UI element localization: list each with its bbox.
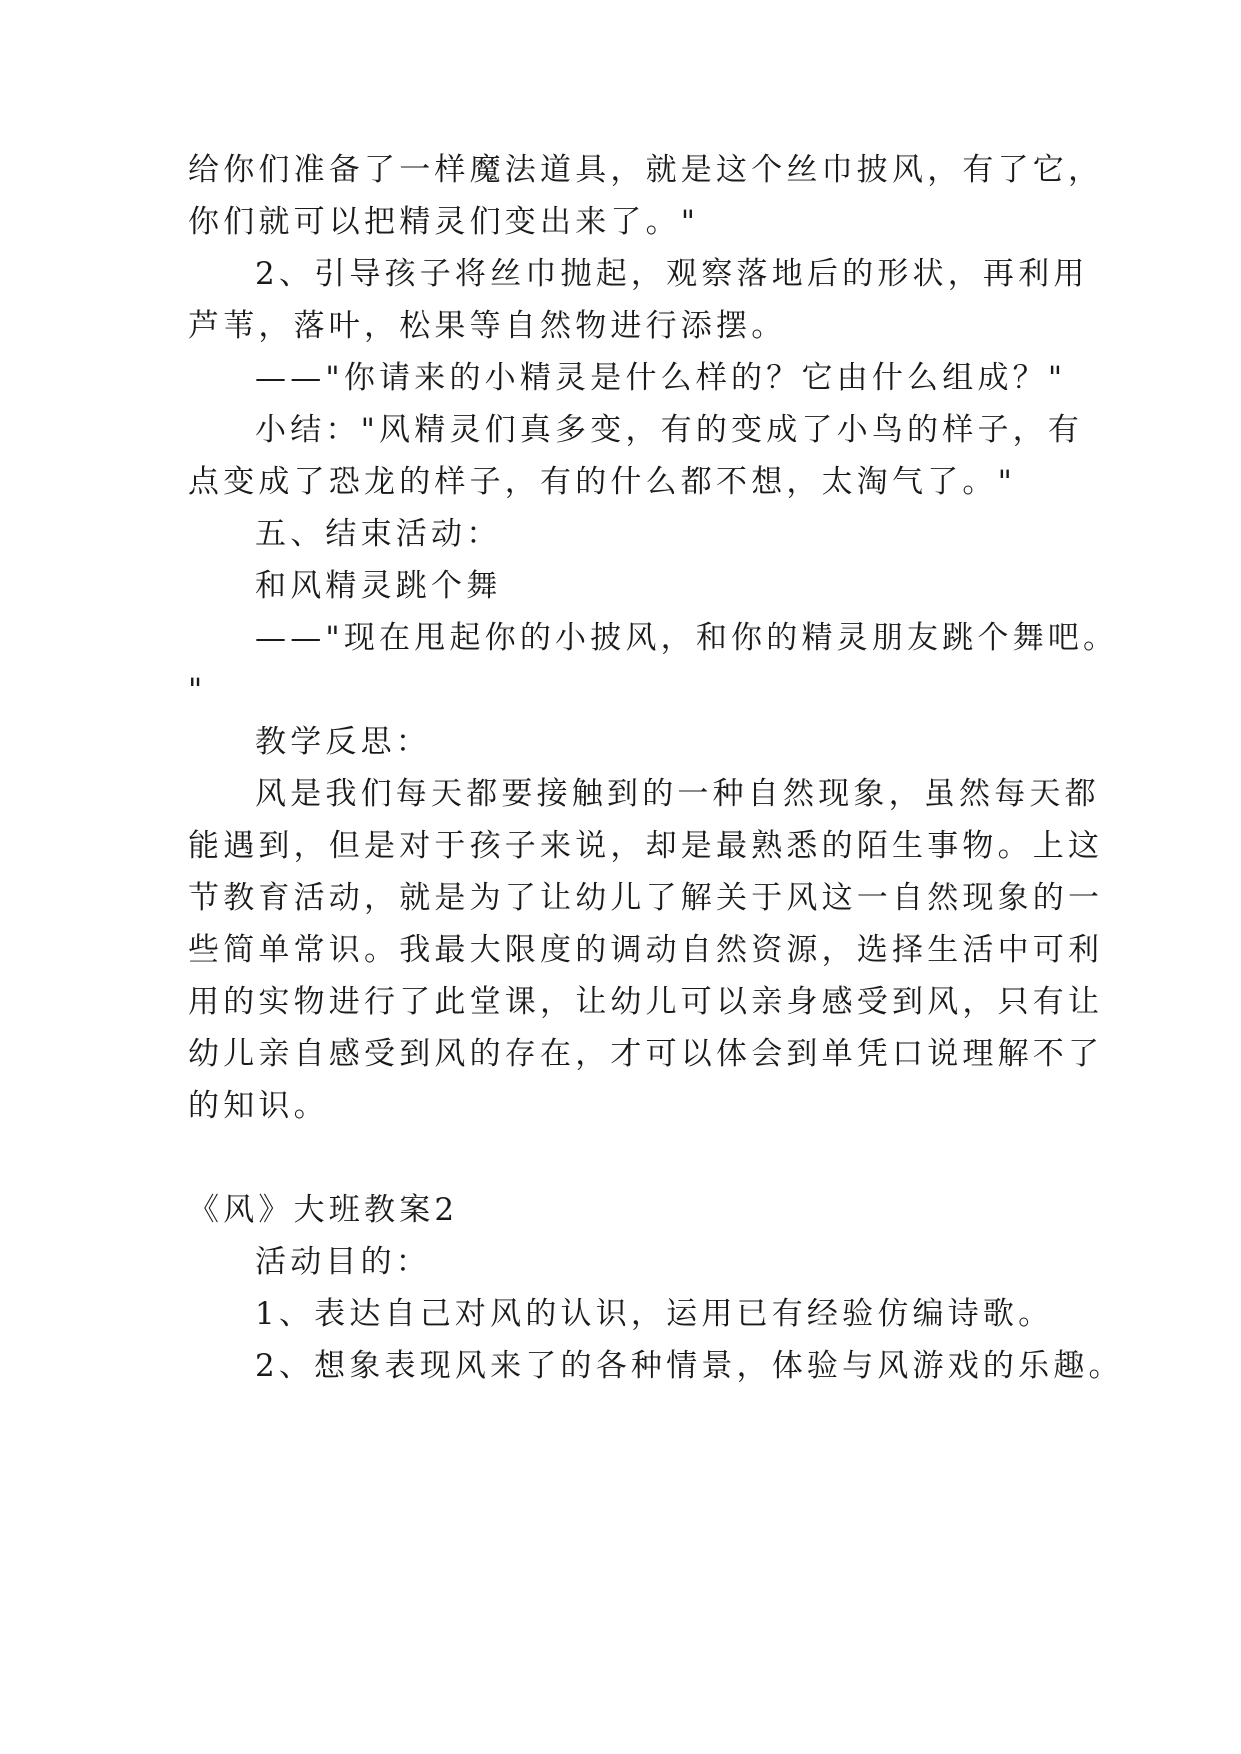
document-title: 《风》大班教案2	[188, 1192, 459, 1228]
text-line: 的知识。	[188, 1088, 329, 1124]
text-line: ——"现在甩起你的小披风，和你的精灵朋友跳个舞吧。	[255, 620, 1119, 656]
text-line: 节教育活动，就是为了让幼儿了解关于风这一自然现象的一	[188, 880, 1104, 916]
text-line: 幼儿亲自感受到风的存在，才可以体会到单凭口说理解不了	[188, 1036, 1104, 1072]
text-line: 小结："风精灵们真多变，有的变成了小鸟的样子，有	[255, 412, 1084, 448]
text-line: 1、表达自己对风的认识，运用已有经验仿编诗歌。	[255, 1296, 1054, 1332]
section-heading: 五、结束活动：	[255, 516, 502, 552]
text-line: "	[188, 672, 207, 708]
text-line: ——"你请来的小精灵是什么样的？它由什么组成？"	[255, 360, 1067, 396]
text-line: 给你们准备了一样魔法道具，就是这个丝巾披风，有了它，	[188, 152, 1104, 188]
text-line: 2、引导孩子将丝巾抛起，观察落地后的形状，再利用	[255, 256, 1089, 292]
text-line: 风是我们每天都要接触到的一种自然现象，虽然每天都	[255, 776, 1100, 812]
text-line: 和风精灵跳个舞	[255, 568, 502, 604]
text-line: 芦苇，落叶，松果等自然物进行添摆。	[188, 308, 787, 344]
text-line: 你们就可以把精灵们变出来了。"	[188, 204, 700, 240]
text-line: 点变成了恐龙的样子，有的什么都不想，太淘气了。"	[188, 464, 1017, 500]
section-heading: 教学反思：	[255, 724, 431, 760]
text-line: 些简单常识。我最大限度的调动自然资源，选择生活中可利	[188, 932, 1104, 968]
text-line: 2、想象表现风来了的各种情景，体验与风游戏的乐趣。	[255, 1348, 1124, 1384]
text-line: 用的实物进行了此堂课，让幼儿可以亲身感受到风，只有让	[188, 984, 1104, 1020]
text-line: 能遇到，但是对于孩子来说，却是最熟悉的陌生事物。上这	[188, 828, 1104, 864]
section-heading: 活动目的：	[255, 1244, 431, 1280]
